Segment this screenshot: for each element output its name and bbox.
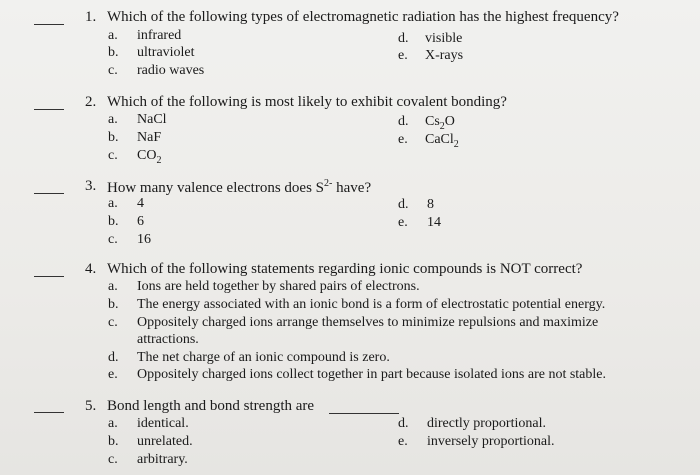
option-letter-3b: b. xyxy=(108,214,119,229)
option-letter-1d: d. xyxy=(398,31,409,46)
answer-blank-5 xyxy=(34,412,64,413)
option-letter-3d: d. xyxy=(398,197,409,212)
option-text-4c: Oppositely charged ions arrange themselves to minimize repulsions and maximize xyxy=(137,315,599,330)
option-letter-2c: c. xyxy=(108,148,118,163)
option-text-4a: Ions are held together by shared pairs of electrons. xyxy=(137,279,420,294)
option-letter-4a: a. xyxy=(108,279,118,294)
option-text-5e: inversely proportional. xyxy=(427,434,555,449)
option-text-2a: NaCl xyxy=(137,112,167,127)
option-letter-4b: b. xyxy=(108,297,119,312)
option-text-3e: 14 xyxy=(427,215,441,230)
option-letter-2b: b. xyxy=(108,130,119,145)
option-text-1e: X-rays xyxy=(425,48,464,63)
option-letter-5d: d. xyxy=(398,416,409,431)
option-text-2b: NaF xyxy=(137,130,162,145)
option-text-3c: 16 xyxy=(137,232,151,247)
option-text-5c: arbitrary. xyxy=(137,452,188,467)
option-text-1b: ultraviolet xyxy=(137,45,195,60)
option-letter-5b: b. xyxy=(108,434,119,449)
option-text-5a: identical. xyxy=(137,416,189,431)
question-number-3: 3. xyxy=(85,178,97,194)
option-letter-3e: e. xyxy=(398,215,408,230)
option-text-5b: unrelated. xyxy=(137,434,193,449)
option-text-5d: directly proportional. xyxy=(427,416,546,431)
option-letter-1a: a. xyxy=(108,28,118,43)
option-text-1c: radio waves xyxy=(137,63,205,78)
option-letter-1c: c. xyxy=(108,63,118,78)
question-text-2: Which of the following is most likely to exhibit covalent bonding? xyxy=(107,94,507,110)
answer-blank-1 xyxy=(34,24,64,25)
option-letter-2d: d. xyxy=(398,114,409,129)
answer-blank-4 xyxy=(34,276,64,277)
option-text-1d: visible xyxy=(425,31,463,46)
option-letter-5a: a. xyxy=(108,416,118,431)
question-text-1: Which of the following types of electromagnetic radiation has the highest frequency? xyxy=(107,9,619,25)
option-letter-4c: c. xyxy=(108,315,118,330)
option-letter-3c: c. xyxy=(108,232,118,247)
question-text-4: Which of the following statements regarding ionic compounds is NOT correct? xyxy=(107,261,583,277)
option-letter-2e: e. xyxy=(398,132,408,147)
question-number-1: 1. xyxy=(85,9,97,25)
question-text-3: How many valence electrons does $S^{2-}$ have? xyxy=(107,178,372,196)
option-text-2e: CaCl$_2$ xyxy=(425,132,459,150)
option-text-4c-continuation: attractions. xyxy=(137,332,199,347)
option-text-4b: The energy associated with an ionic bond is a form of electrostatic potential energy. xyxy=(137,297,606,312)
option-text-4d: The net charge of an ionic compound is zero. xyxy=(137,350,390,365)
option-letter-1b: b. xyxy=(108,45,119,60)
option-text-3d: 8 xyxy=(427,197,434,212)
option-letter-1e: e. xyxy=(398,48,408,63)
option-letter-4d: d. xyxy=(108,350,119,365)
question-number-5: 5. xyxy=(85,398,97,414)
option-text-2c: $CO_2$ xyxy=(137,148,162,166)
option-text-2d: $Cs_2O$ xyxy=(425,114,455,132)
answer-blank-2 xyxy=(34,109,64,110)
option-letter-5c: c. xyxy=(108,452,118,467)
option-letter-3a: a. xyxy=(108,196,118,211)
option-text-3b: 6 xyxy=(137,214,144,229)
answer-blank-3 xyxy=(34,193,64,194)
question-number-2: 2. xyxy=(85,94,97,110)
fill-in-blank-5 xyxy=(329,413,399,414)
option-letter-2a: a. xyxy=(108,112,118,127)
question-text-5: Bond length and bond strength are xyxy=(107,398,315,414)
option-letter-4e: e. xyxy=(108,367,118,382)
option-text-3a: 4 xyxy=(137,196,144,211)
question-number-4: 4. xyxy=(85,261,97,277)
option-letter-5e: e. xyxy=(398,434,408,449)
option-text-4e: Oppositely charged ions collect together in part because isolated ions are not stable. xyxy=(137,367,606,382)
option-text-1a: infrared xyxy=(137,28,182,43)
